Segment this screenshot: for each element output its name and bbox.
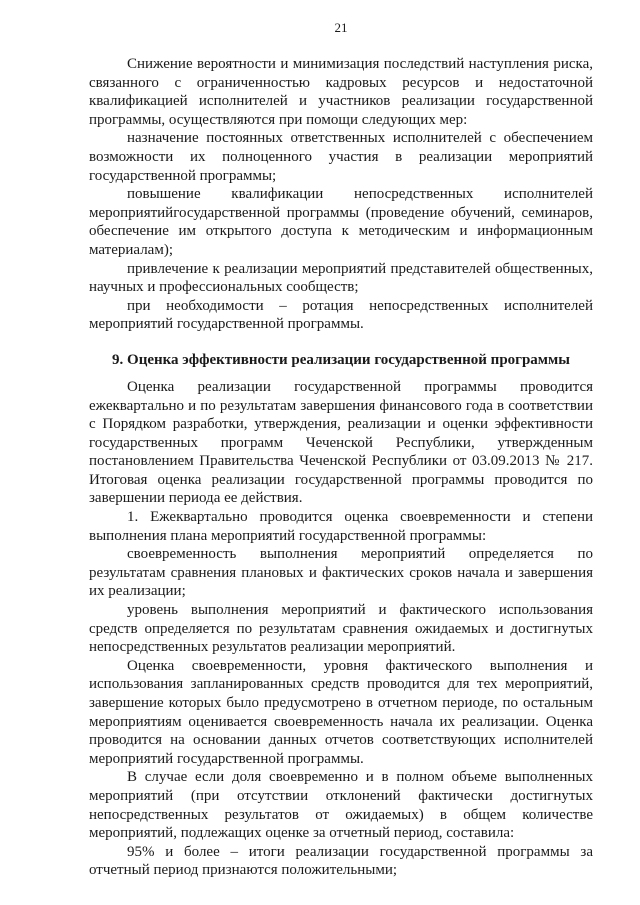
paragraph: В случае если доля своевременно и в полном объеме выполненных мероприятий (при отсутствии отклонений фактически достигнутых непосредственных результатов от ожидаемых) в общем количестве мероприятий, подлежащих оценке за отчетный период, составила:: [89, 769, 593, 842]
paragraph: уровень выполнения мероприятий и фактического использования средств определяется по результатам сравнения ожидаемых и достигнутых непосредственных результатов реализации мероприятий.: [89, 602, 593, 656]
page-number: 21: [334, 20, 348, 35]
paragraph: Снижение вероятности и минимизация последствий наступления риска, связанного с ограниченностью кадровых ресурсов и недостаточной квалификацией исполнителей и участников реализации государственной программы, осуществляются при помощи следующих мер:: [89, 56, 593, 128]
paragraph: Оценка своевременности, уровня фактического выполнения и использования запланированных средств проводится для тех мероприятий, завершение которых было предусмотрено в отчетном периоде, по остальным мероприятиям оценивается своевременность начала их реализации. Оценка проводится на основании данных отчетов соответствующих исполнителей мероприятий государственной программы.: [89, 657, 593, 767]
paragraph: повышение квалификации непосредственных исполнителей мероприятийгосударственной программы (проведение обучений, семинаров, обеспечение им открытого доступа к методическим и информационным материалам);: [89, 186, 593, 258]
evaluation-block: [89, 378, 593, 880]
paragraph: своевременность выполнения мероприятий определяется по результатам сравнения плановых и фактических сроков начала и завершения их реализации;: [89, 546, 593, 600]
risk-measures-block: [89, 55, 593, 334]
paragraph: при необходимости – ротация непосредственных исполнителей мероприятий государственной программы.: [89, 297, 593, 333]
paragraph: привлечение к реализации мероприятий представителей общественных, научных и профессиональных сообществ;: [89, 260, 593, 296]
paragraph: назначение постоянных ответственных исполнителей с обеспечением возможности их полноценного участия в реализации мероприятий государственной программы;: [89, 130, 593, 184]
section-heading: 9. Оценка эффективности реализации государственной программы: [112, 351, 570, 368]
paragraph: 1. Ежеквартально проводится оценка своевременности и степени выполнения плана мероприятий государственной программы:: [89, 509, 593, 544]
paragraph: Оценка реализации государственной программы проводится ежеквартально и по результатам завершения финансового года в соответствии с Порядком разработки, утверждения, реализации и оценки эффективности государственных программ Чеченской Республики, утвержденным постановлением Правительства Чеченской Республики от 03.09.2013 № 217. Итоговая оценка реализации государственной программы проводится по завершении периода ее действия.: [89, 378, 593, 507]
paragraph: 95% и более – итоги реализации государственной программы за отчетный период признаются положительными;: [89, 843, 593, 879]
